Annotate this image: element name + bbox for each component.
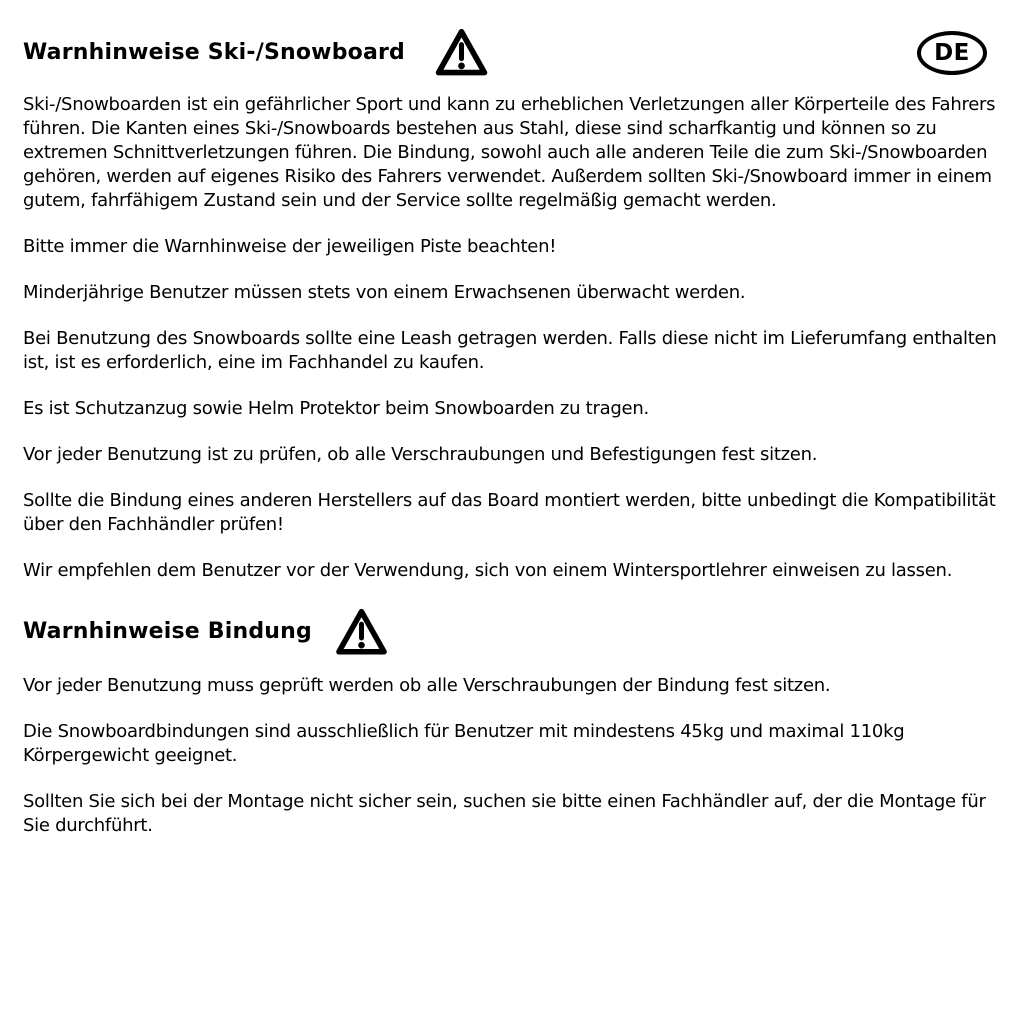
warning-paragraph: Die Snowboardbindungen sind ausschließlich für Benutzer mit mindestens 45kg und maximal 110kg Körpergewicht geeignet. xyxy=(23,721,905,766)
warning-paragraph: Sollten Sie sich bei der Montage nicht sicher sein, suchen sie bitte einen Fachhändler auf, der die Montage für Sie durchführt. xyxy=(23,791,986,836)
warning-paragraph: Vor jeder Benutzung muss geprüft werden ob alle Verschraubungen der Bindung fest sitzen. xyxy=(23,675,831,696)
warning-paragraph: Vor jeder Benutzung ist zu prüfen, ob alle Verschraubungen und Befestigungen fest sitzen. xyxy=(23,444,818,465)
section-title-ski-snowboard: Warnhinweise Ski-/Snowboard xyxy=(23,39,405,65)
warning-paragraph: Minderjährige Benutzer müssen stets von einem Erwachsenen überwacht werden. xyxy=(23,282,746,303)
warning-paragraph: Wir empfehlen dem Benutzer vor der Verwendung, sich von einem Wintersportlehrer einweisen zu lassen. xyxy=(23,560,953,581)
section-header-bindung xyxy=(23,605,1001,660)
language-badge-label: DE xyxy=(934,40,970,66)
warning-paragraph: Es ist Schutzanzug sowie Helm Protektor beim Snowboarden zu tragen. xyxy=(23,398,649,419)
section-title-bindung: Warnhinweise Bindung xyxy=(23,619,312,645)
warning-triangle-icon xyxy=(433,25,490,81)
warning-paragraph: Sollte die Bindung eines anderen Herstellers auf das Board montiert werden, bitte unbedingt die Kompatibilität über den Fachhändler prüfen! xyxy=(23,490,996,535)
warning-paragraph: Ski-/Snowboarden ist ein gefährlicher Sport und kann zu erheblichen Verletzungen aller Körperteile des Fahrers führen. Die Kanten eines Ski-/Snowboards bestehen aus Stahl, diese sind scharfkantig und können so zu extremen Schnittverletzungen führen. Die Bindung, sowohl auch alle anderen Teile die zum Ski-/Snowboarden gehören, werden auf eigenes Risiko des Fahrers verwendet. Außerdem sollten Ski-/Snowboard immer in einem gutem, fahrfähigem Zustand sein und der Service sollte regelmäßig gemacht werden. xyxy=(23,94,996,211)
warning-paragraph: Bitte immer die Warnhinweise der jeweiligen Piste beachten! xyxy=(23,236,557,257)
warning-paragraph: Bei Benutzung des Snowboards sollte eine Leash getragen werden. Falls diese nicht im Lieferumfang enthalten ist, ist es erforderlich, eine im Fachhandel zu kaufen. xyxy=(23,328,997,373)
section-header-ski-snowboard xyxy=(23,25,1001,81)
language-badge xyxy=(917,31,987,75)
warning-triangle-icon xyxy=(334,605,389,660)
